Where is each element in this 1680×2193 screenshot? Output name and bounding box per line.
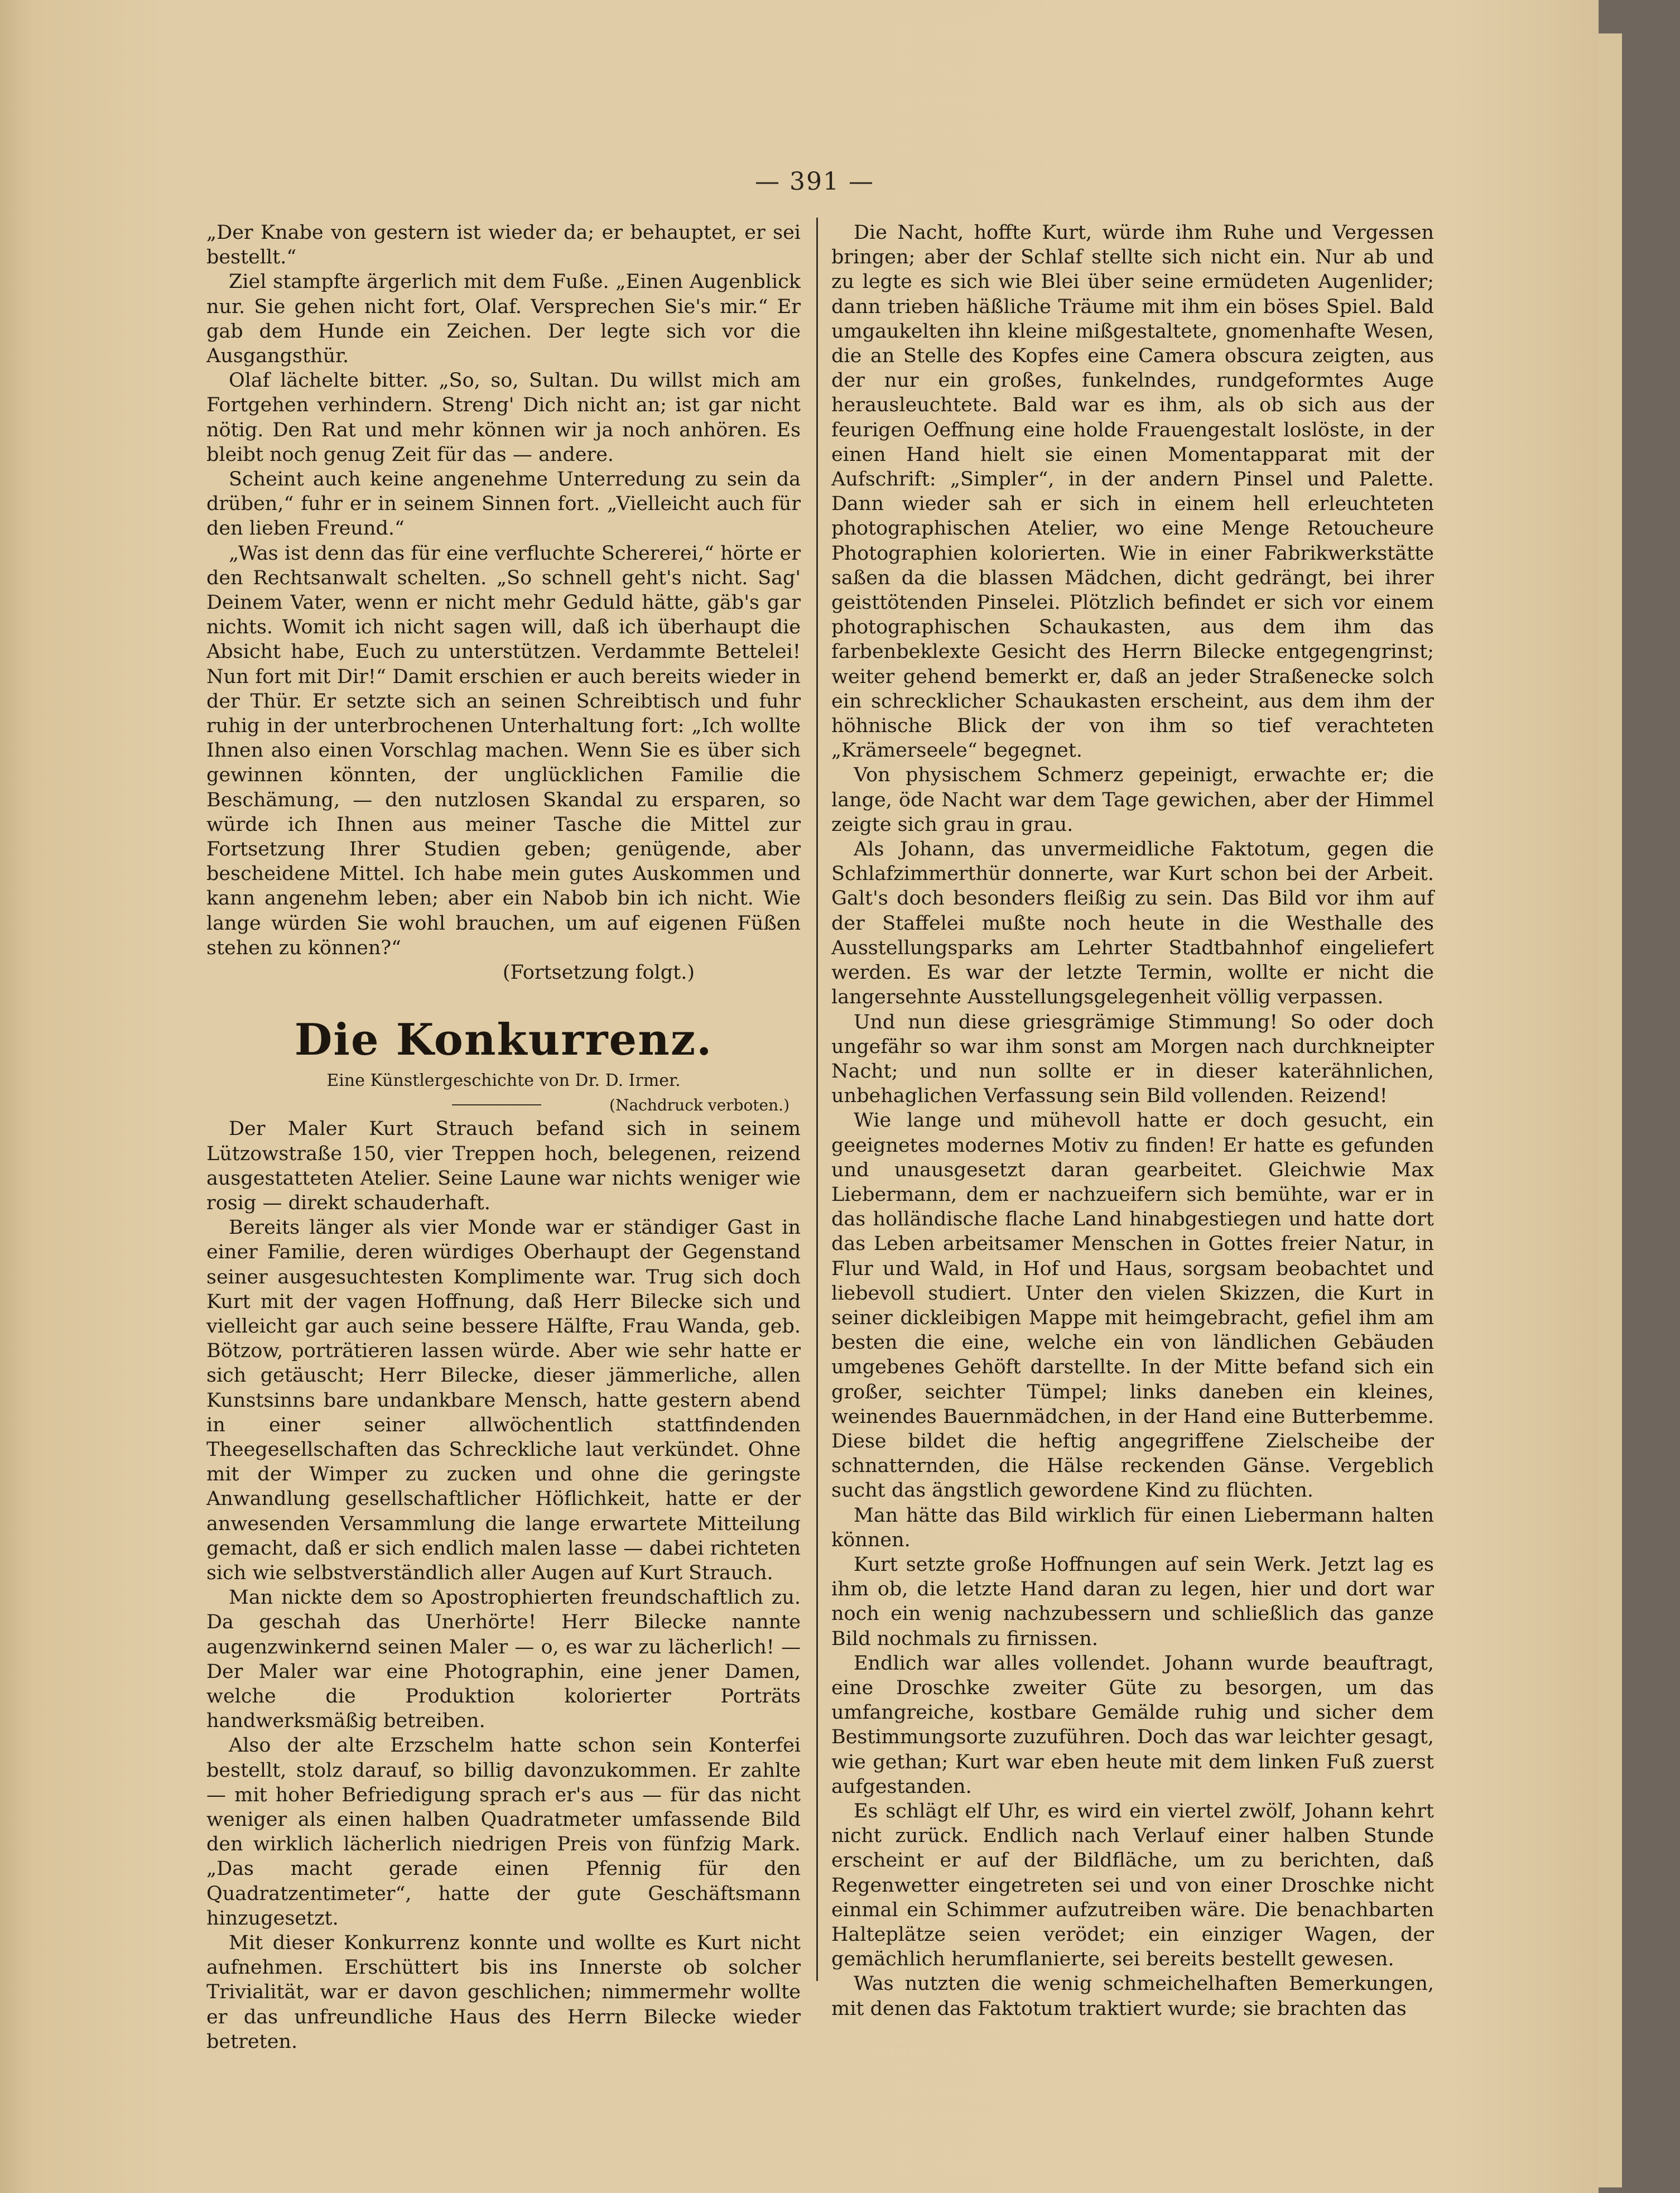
paragraph: Olaf lächelte bitter. „So, so, Sultan. Du willst mich am Fortgehen verhindern. Streng' Dich nicht an; ist gar nicht nötig. Den Rat und mehr können wir ja noch anhören. Es bleibt noch genug Zeit für das — andere. xyxy=(206,369,801,466)
paragraph: „Was ist denn das für eine verfluchte Schererei,“ hörte er den Rechtsanwalt schelten. „So schnell geht's nicht. Sag' Deinem Vater, wenn er nicht mehr Geduld hätte, gäb's gar nichts. Womit ich nicht sagen will, daß ich überhaupt die Absicht habe, Euch zu unterstützen. Verdammte Bettelei! Nun fort mit Dir!“ Damit erschien er auch bereits wieder in der Thür. Er setzte sich an seinen Schreibtisch und fuhr ruhig in der unterbrochenen Unterhaltung fort: „Ich wollte Ihnen also einen Vorschlag machen. Wenn Sie es über sich gewinnen könnten, der unglücklichen Familie die Beschämung, — den nutzlosen Skandal zu ersparen, so würde ich Ihnen aus meiner Tasche die Mittel zur Fortsetzung Ihrer Studien geben; genügende, aber bescheidene Mittel. Ich habe mein gutes Auskommen und kann angenehm leben; aber ein Nabob bin ich nicht. Wie lange würden Sie wohl brauchen, um auf eigenen Füßen stehen zu können?“ xyxy=(206,542,801,959)
short-rule xyxy=(452,1104,541,1105)
right-column xyxy=(831,220,1434,2021)
paragraph: Die Nacht, hoffte Kurt, würde ihm Ruhe und Vergessen bringen; aber der Schlaf stellte sich nicht ein. Nur ab und zu legte es sich wie Blei über seine ermüdeten Augenlider; dann trieben häßliche Träume mit ihm ein böses Spiel. Bald umgaukelten ihn kleine mißgestaltete, gnomenhafte Wesen, die an Stelle des Kopfes eine Camera obscura zeigten, aus der nur ein großes, funkelndes, rundgeformtes Auge herausleuchtete. Bald war es ihm, als ob sich aus der feurigen Oeffnung eine holde Frauengestalt loslöste, in der einen Hand hielt sie einen Momentapparat mit der Aufschrift: „Simpler“, in der andern Pinsel und Palette. Dann wieder sah er sich in einem hell erleuchteten photographischen Atelier, wo eine Menge Retoucheure Photographien kolorierten. Wie in einer Fabrikwerkstätte saßen da die blassen Mädchen, dicht gedrängt, bei ihrer geisttötenden Pinselei. Plötzlich befindet er sich vor einem photographischen Schaukasten, aus dem ihm das farbenbeklexte Gesicht des Herrn Bilecke entgegengrinst; weiter gehend bemerkt er, daß an jeder Straßenecke solch ein schrecklicher Schaukasten erscheint, aus dem ihm der höhnische Blick der von ihm so tief verachteten „Krämerseele“ begegnet. xyxy=(831,222,1434,762)
paragraph: Man nickte dem so Apostrophierten freundschaftlich zu. Da geschah das Unerhörte! Herr Bilecke nannte augenzwinkernd seinen Maler — o, es war zu lächerlich! — Der Maler war eine Photographin, eine jener Damen, welche die Produktion kolorierter Porträts handwerksmäßig betreiben. xyxy=(206,1586,801,1733)
paragraph: Man hätte das Bild wirklich für einen Liebermann halten können. xyxy=(831,1504,1434,1551)
paragraph: Endlich war alles vollendet. Johann wurde beauftragt, eine Droschke zweiter Güte zu besorgen, um das umfangreiche, kostbare Gemälde ruhig und sicher dem Bestimmungsorte zuzuführen. Doch das war leichter gesagt, wie gethan; Kurt war eben heute mit dem linken Fuß zuerst aufgestanden. xyxy=(831,1652,1434,1798)
paragraph: Es schlägt elf Uhr, es wird ein viertel zwölf, Johann kehrt nicht zurück. Endlich nach Verlauf einer halben Stunde erscheint er auf der Bildfläche, um zu berichten, daß Regenwetter eingetreten sei und von einer Droschke nicht einmal ein Schimmer aufzutreiben wäre. Die benachbarten Halteplätze seien verödet; ein einziger Wagen, der gemächlich herumflanierte, sei bereits bestellt gewesen. xyxy=(831,1800,1434,1971)
paragraph: „Der Knabe von gestern ist wieder da; er behauptet, er sei bestellt.“ xyxy=(206,222,801,269)
reprint-notice: (Nachdruck verboten.) xyxy=(609,1096,790,1115)
paragraph: Ziel stampfte ärgerlich mit dem Fuße. „Einen Augenblick nur. Sie gehen nicht fort, Olaf. Versprechen Sie's mir.“ Er gab dem Hunde ein Zeichen. Der legte sich vor die Ausgangsthür. xyxy=(206,271,801,368)
column-divider xyxy=(816,218,818,1981)
paragraph: Und nun diese griesgrämige Stimmung! So oder doch ungefähr so war ihm sonst am Morgen nach durchkneipter Nacht; und nun sollte er in dieser katerähnlichen, unbehaglichen Verfassung sein Bild vollenden. Reizend! xyxy=(831,1011,1434,1108)
paragraph: Also der alte Erzschelm hatte schon sein Konterfei bestellt, stolz darauf, so billig davonzukommen. Er zahlte — mit hoher Befriedigung sprach er's aus — für das nicht weniger als einen halben Quadratmeter umfassende Bild den wirklich lächerlich niedrigen Preis von fünfzig Mark. „Das macht gerade einen Pfennig für den Quadratzentimeter“, hatte der gute Geschäftsmann hinzugesetzt. xyxy=(206,1734,801,1930)
page-number: — 391 — xyxy=(755,167,874,196)
article-title: Die Konkurrenz. xyxy=(294,1014,713,1066)
left-column xyxy=(206,220,801,2054)
paragraph: Kurt setzte große Hoffnungen auf sein Werk. Jetzt lag es ihm ob, die letzte Hand daran zu legen, hier und dort war noch ein wenig nachzubessern und schließlich das ganze Bild nochmals zu firnissen. xyxy=(831,1553,1434,1650)
paragraph: Scheint auch keine angenehme Unterredung zu sein da drüben,“ fuhr er in seinem Sinnen fort. „Vielleicht auch für den lieben Freund.“ xyxy=(206,468,801,540)
paragraph: Was nutzten die wenig schmeichelhaften Bemerkungen, mit denen das Faktotum traktiert wurde; sie brachten das xyxy=(831,1973,1434,2020)
article-subtitle: Eine Künstlergeschichte von Dr. D. Irmer. xyxy=(326,1071,681,1091)
paragraph: Als Johann, das unvermeidliche Faktotum, gegen die Schlafzimmerthür donnerte, war Kurt schon bei der Arbeit. Galt's doch besonders fleißig zu sein. Das Bild vor ihm auf der Staffelei mußte noch heute in die Westhalle des Ausstellungsparks am Lehrter Stadtbahnhof eingeliefert werden. Es war der letzte Termin, wollte er nicht die langersehnte Ausstellungsgelegenheit völlig verpassen. xyxy=(831,838,1434,1009)
page-edge-strip xyxy=(1599,0,1680,2193)
paragraph: Wie lange und mühevoll hatte er doch gesucht, ein geeignetes modernes Motiv zu finden! Er hatte es gefunden und unausgesetzt daran gearbeitet. Gleichwie Max Liebermann, dem er nachzueifern sich bemühte, war er in das holländische flache Land hinabgestiegen und hatte dort das Leben arbeitsamer Menschen in Gottes freier Natur, in Flur und Wald, in Hof und Haus, sorgsam beobachtet und liebevoll studiert. Unter den vielen Skizzen, die Kurt in seiner dickleibigen Mappe mit heimgebracht, gefiel ihm am besten die eine, welche ein von ländlichen Gebäuden umgebenes Gehöft darstellte. In der Mitte befand sich ein großer, seichter Tümpel; links daneben ein kleines, weinendes Bauernmädchen, in der Hand eine Butterbemme. Diese bildet die heftig angegriffene Zielscheibe der schnatternden, die Hälse reckenden Gänse. Vergeblich sucht das ängstlich gewordene Kind zu flüchten. xyxy=(831,1109,1434,1502)
next-page-edge xyxy=(1599,33,1622,2187)
paragraph: Bereits länger als vier Monde war er ständiger Gast in einer Familie, deren würdiges Oberhaupt der Gegenstand seiner ausgesuchtesten Komplimente war. Trug sich doch Kurt mit der vagen Hoffnung, daß Herr Bilecke sich und vielleicht gar auch seine bessere Hälfte, Frau Wanda, geb. Bötzow, porträtieren lassen würde. Aber wie sehr hatte er sich getäuscht; Herr Bilecke, dieser jämmerliche, allen Kunstsinns bare undankbare Mensch, hatte gestern abend in einer seiner allwöchentlich stattfindenden Theegesellschaften das Schreckliche laut verkündet. Ohne mit der Wimper zu zucken und ohne die geringste Anwandlung gesellschaftlicher Höflichkeit, hatte er der anwesenden Versammlung die lange erwartete Mitteilung gemacht, daß er sich endlich malen lasse — dabei richteten sich wie selbstverständlich aller Augen auf Kurt Strauch. xyxy=(206,1216,801,1584)
paragraph: Mit dieser Konkurrenz konnte und wollte es Kurt nicht aufnehmen. Erschüttert bis ins Innerste ob solcher Trivialität, war er davon geschlichen; nimmermehr wollte er das unfreundliche Haus des Herrn Bilecke wieder betreten. xyxy=(206,1932,801,2053)
paragraph: Der Maler Kurt Strauch befand sich in seinem Lützowstraße 150, vier Treppen hoch, belegenen, reizend ausgestatteten Atelier. Seine Laune war nichts weniger wie rosig — direkt schauderhaft. xyxy=(206,1118,801,1214)
continuation-note: (Fortsetzung folgt.) xyxy=(502,961,695,984)
paragraph: Von physischem Schmerz gepeinigt, erwachte er; die lange, öde Nacht war dem Tage gewichen, aber der Himmel zeigte sich grau in grau. xyxy=(831,764,1434,836)
byline-row xyxy=(206,1092,801,1117)
